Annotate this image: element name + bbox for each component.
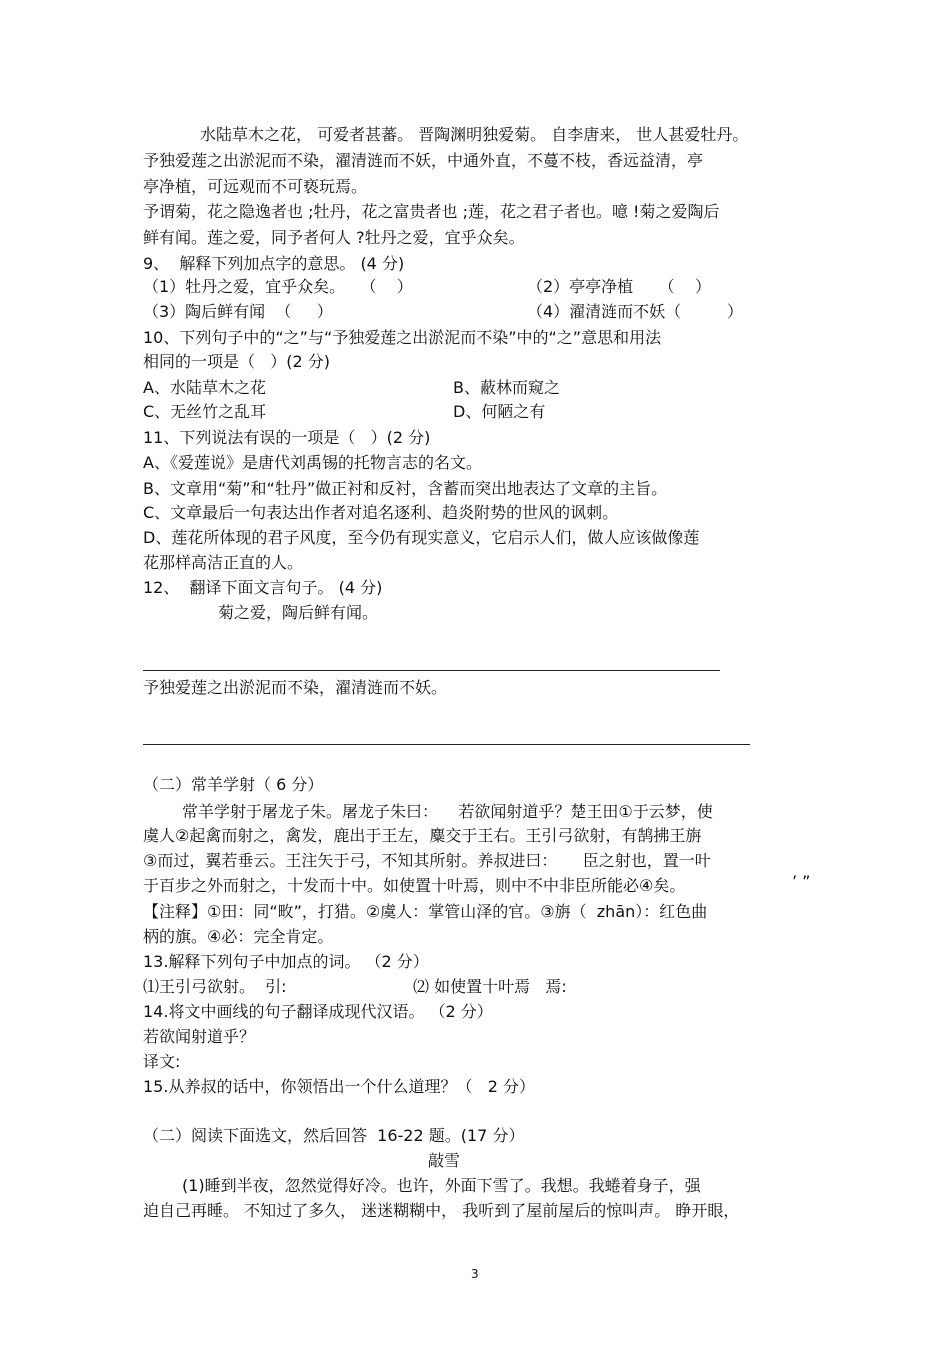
q13-stem: 13.解释下列句子中加点的词。 （2 分） xyxy=(143,952,429,971)
changyang-line-1: 常羊学射于屠龙子朱。屠龙子朱曰： 若欲闻射道乎？楚王田①于云梦，使 xyxy=(182,802,713,821)
q10-option-d: D、何陋之有 xyxy=(453,402,546,421)
q12-sentence-1: 菊之爱，陶后鲜有闻。 xyxy=(218,603,379,622)
passage-line-3: 亭净植，可远观而不可亵玩焉。 xyxy=(143,177,368,196)
q10-stem-line-2: 相同的一项是（ ）(2 分) xyxy=(143,352,331,371)
passage-line-4: 予谓菊，花之隐逸者也 ;牡丹，花之富贵者也 ;莲，花之君子者也。噫 !菊之爱陶后 xyxy=(143,202,720,221)
changyang-note-line-1: 【注释】①田：同“畋”，打猎。②虞人：掌管山泽的官。③旃（ zhān）：红色曲 xyxy=(143,902,708,921)
qiaoxue-line-2: 迫自己再睡。 不知过了多久， 迷迷糊糊中， 我听到了屋前屋后的惊叫声。 睁开眼， xyxy=(143,1201,740,1220)
q11-option-d-line-2: 花那样高洁正直的人。 xyxy=(143,553,304,572)
qiaoxue-line-1: (1)睡到半夜，忽然觉得好冷。也许，外面下雪了。我想。我蜷着身子，强 xyxy=(182,1176,701,1195)
q9-item-3: （3）陶后鲜有闻 （ ） xyxy=(143,302,333,321)
changyang-quote-marks: ’ ” xyxy=(792,872,811,891)
q13-item-2: ⑵ 如使置十叶焉 焉: xyxy=(413,977,567,996)
q9-item-1: （1）牡丹之爱，宜乎众矣。 （ ） xyxy=(143,277,413,296)
q12-stem: 12、 翻译下面文言句子。 (4 分) xyxy=(143,578,383,597)
answer-line-1[interactable] xyxy=(143,670,720,671)
passage-line-1: 水陆草木之花， 可爱者甚蕃。 晋陶渊明独爱菊。 自李唐来， 世人甚爱牡丹。 xyxy=(200,125,749,144)
q12-sentence-2: 予独爱莲之出淤泥而不染，濯清涟而不妖。 xyxy=(143,678,448,697)
changyang-line-3: ③而过，翼若垂云。王注矢于弓，不知其所射。养叔进曰： 臣之射也，置一叶 xyxy=(143,851,711,870)
q14-sentence: 若欲闻射道乎？ xyxy=(143,1027,256,1046)
changyang-note-line-2: 柄的旗。④必：完全肯定。 xyxy=(143,927,334,946)
q10-stem-line-1: 10、下列句子中的“之”与“予独爱莲之出淤泥而不染”中的“之”意思和用法 xyxy=(143,328,662,347)
qiaoxue-title: 敲雪 xyxy=(428,1151,461,1170)
section-changyang-heading: （二）常羊学射（ 6 分） xyxy=(143,775,324,794)
q10-option-a: A、水陆草木之花 xyxy=(143,378,266,397)
q14-stem: 14.将文中画线的句子翻译成现代汉语。 （2 分） xyxy=(143,1002,493,1021)
q11-stem: 11、下列说法有误的一项是（ ）(2 分) xyxy=(143,428,431,447)
changyang-line-4: 于百步之外而射之，十发而十中。如使置十叶焉，则中不中非臣所能必④矣。 xyxy=(143,876,686,895)
q11-option-d-line-1: D、莲花所体现的君子风度，至今仍有现实意义，它启示人们，做人应该做像莲 xyxy=(143,528,700,547)
q13-item-1: ⑴王引弓欲射。 引: xyxy=(143,977,287,996)
q9-item-4: （4）濯清涟而不妖（ ） xyxy=(527,302,743,321)
q11-option-b: B、文章用“菊”和“牡丹”做正衬和反衬，含蓄而突出地表达了文章的主旨。 xyxy=(143,479,668,498)
q11-option-a: A、《爱莲说》是唐代刘禹锡的托物言志的名文。 xyxy=(143,453,482,472)
q9-item-2: （2）亭亭净植 （ ） xyxy=(527,277,711,296)
q10-option-c: C、无丝竹之乱耳 xyxy=(143,402,267,421)
changyang-line-2: 虞人②起禽而射之，禽发，鹿出于王左，麋交于王右。王引弓欲射，有鹄拂王旃 xyxy=(143,826,702,845)
q15-stem: 15.从养叔的话中，你领悟出一个什么道理？（ 2 分） xyxy=(143,1077,535,1096)
q14-answer-label: 译文: xyxy=(143,1052,181,1071)
page-number: 3 xyxy=(471,1267,479,1281)
passage-line-5: 鲜有闻。莲之爱，同予者何人 ?牡丹之爱，宜乎众矣。 xyxy=(143,228,525,247)
section-qiaoxue-heading: （二）阅读下面选文，然后回答 16-22 题。(17 分） xyxy=(143,1126,525,1145)
q11-option-c: C、文章最后一句表达出作者对追名逐利、趋炎附势的世风的讽刺。 xyxy=(143,503,619,522)
answer-line-2[interactable] xyxy=(143,744,750,745)
passage-line-2: 予独爱莲之出淤泥而不染，濯清涟而不妖，中通外直，不蔓不枝，香远益清，亭 xyxy=(143,151,704,170)
q9-stem: 9、 解释下列加点字的意思。 (4 分) xyxy=(143,254,405,273)
q10-option-b: B、蔽林而窥之 xyxy=(453,378,560,397)
